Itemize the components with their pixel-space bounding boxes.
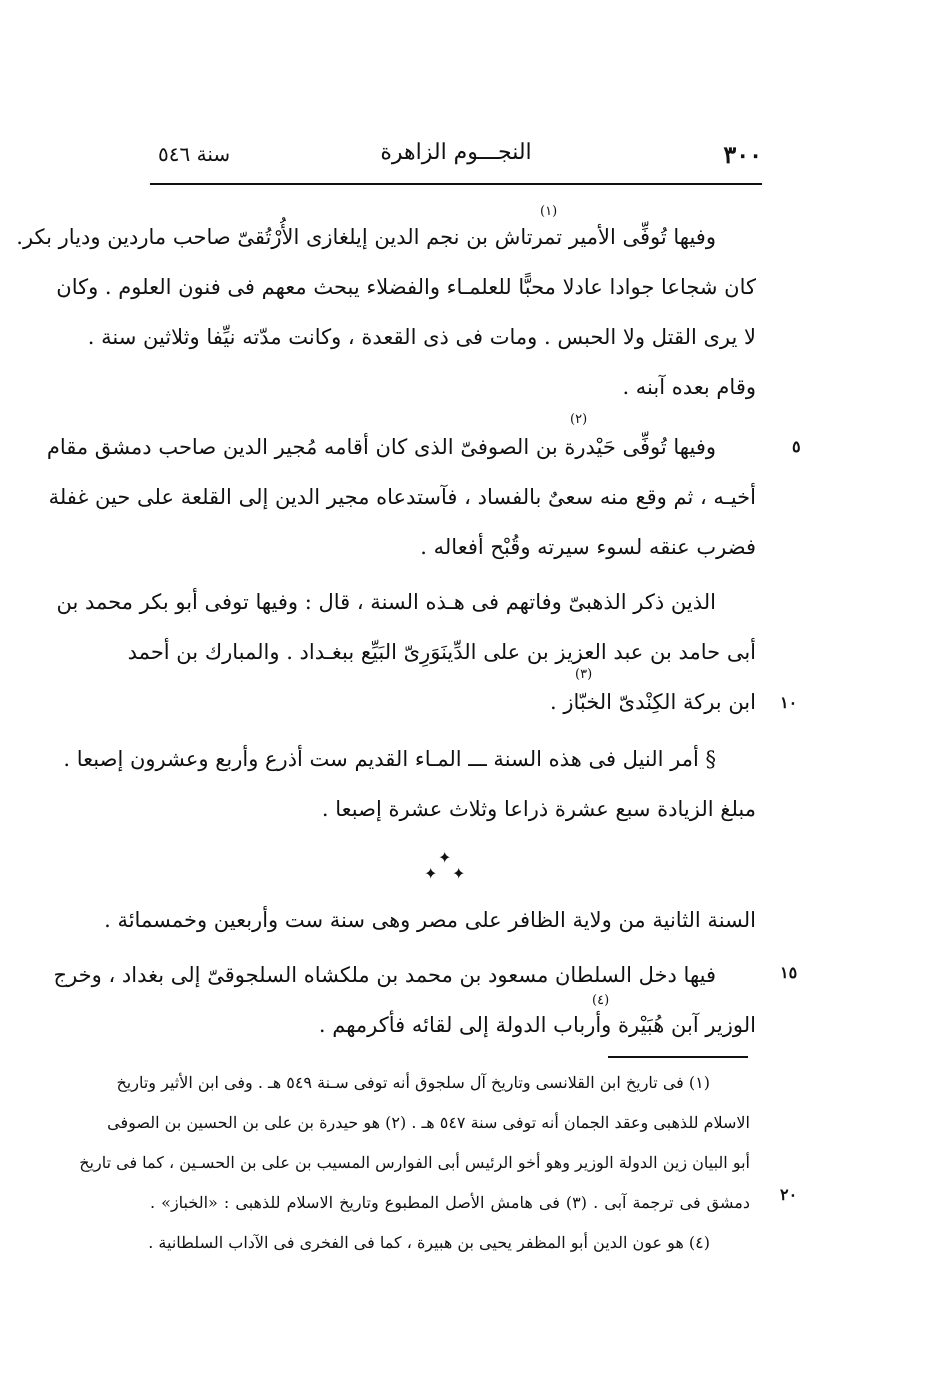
footnote-marker-2: (٢) bbox=[570, 412, 588, 427]
footnote-line: (٤) هو عون الدين أبو المظفر يحيى بن هبيرة ، كما فى الفخرى فى الآداب السلطانية . bbox=[148, 1233, 710, 1252]
section-ornament bbox=[420, 848, 470, 882]
text-line: وقام بعده آبنه . bbox=[622, 375, 756, 399]
text-line: أخيـه ، ثم وقع منه سعىٌ بالفساد ، فآستدعاه مجير الدين إلى القلعة على حين غفلة bbox=[48, 485, 756, 509]
ornament-star-icon: ✦ bbox=[424, 864, 438, 883]
text-line: مبلغ الزيادة سبع عشرة ذراعا وثلاث عشرة إصبعا . bbox=[321, 797, 756, 821]
text-line: أبى حامد بن عبد العزيز بن على الدِّينَوَرِىّ البَيِّع ببغـداد . والمبارك بن أحمد bbox=[127, 640, 756, 664]
ornament-star-icon: ✦ bbox=[452, 864, 466, 883]
line-number-10: ١٠ bbox=[780, 693, 798, 712]
page-number: ٣٠٠ bbox=[723, 140, 762, 169]
text-line: وفيها تُوفِّى حَيْدرة بن الصوفىّ الذى كان أقامه مُجير الدين صاحب دمشق مقام bbox=[46, 435, 716, 459]
text-line: كان شجاعا جوادا عادلا محبًّا للعلمـاء والفضلاء يبحث معهم فى فنون العلوم . وكان bbox=[56, 275, 756, 299]
text-line: السنة الثانية من ولاية الظافر على مصر وهى سنة ست وأربعين وخمسمائة . bbox=[104, 908, 756, 932]
footnote-marker-1: (١) bbox=[540, 204, 558, 219]
text-line: فيها دخل السلطان مسعود بن محمد بن ملكشاه السلجوقىّ إلى بغداد ، وخرج bbox=[53, 963, 716, 987]
footnote-line: أبو البيان زين الدولة الوزير وهو أخو الرئيس أبى الفوارس المسيب بن على بن الحسـين ، كما فى تاريخ bbox=[79, 1153, 750, 1172]
book-title: النجـــوم الزاهرة bbox=[380, 140, 532, 165]
text-line: وفيها تُوفِّى الأمير تمرتاش بن نجم الدين إيلغازى الأُرْتُقىّ صاحب ماردين وديار بكر. bbox=[16, 225, 716, 249]
ornament-star-icon: ✦ bbox=[438, 848, 452, 867]
footnote-rule bbox=[608, 1056, 748, 1058]
text-line: فضرب عنقه لسوء سيرته وقُبْح أفعاله . bbox=[420, 535, 756, 559]
footnote-marker-3: (٣) bbox=[575, 667, 593, 682]
text-line: الذين ذكر الذهبىّ وفاتهم فى هـذه السنة ، قال : وفيها توفى أبو بكر محمد بن bbox=[56, 590, 716, 614]
line-number-5: ٥ bbox=[792, 437, 801, 456]
text-line: الوزير آبن هُبَيْرة وأرباب الدولة إلى لقائه فأكرمهم . bbox=[318, 1013, 756, 1037]
footnote-line: الاسلام للذهبى وعقد الجمان أنه توفى سنة ٥٤٧ هـ . (٢) هو حيدرة بن على بن الحسين بن الصوفى bbox=[107, 1113, 750, 1132]
footnote-line: دمشق فى ترجمة آبى . (٣) فى هامش الأصل المطبوع وتاريخ الاسلام للذهبى : «الخباز» . bbox=[150, 1193, 750, 1212]
running-header bbox=[150, 140, 762, 180]
year-label: سنة ٥٤٦ bbox=[158, 142, 231, 166]
line-number-15: ١٥ bbox=[780, 963, 798, 982]
header-rule bbox=[150, 183, 762, 185]
footnote-line: (١) فى تاريخ ابن القلانسى وتاريخ آل سلجوق أنه توفى سـنة ٥٤٩ هـ . وفى ابن الأثير وتاريخ bbox=[116, 1073, 710, 1092]
line-number-20: ٢٠ bbox=[780, 1185, 798, 1204]
footnote-marker-4: (٤) bbox=[592, 993, 610, 1008]
text-line: ابن بركة الكِنْدىّ الخبّاز . bbox=[549, 690, 756, 714]
text-line: لا يرى القتل ولا الحبس . ومات فى ذى القعدة ، وكانت مدّته نيِّفا وثلاثين سنة . bbox=[87, 325, 756, 349]
text-line: § أمر النيل فى هذه السنة ـــ المـاء القديم ست أذرع وأربع وعشرون إصبعا . bbox=[63, 747, 716, 771]
